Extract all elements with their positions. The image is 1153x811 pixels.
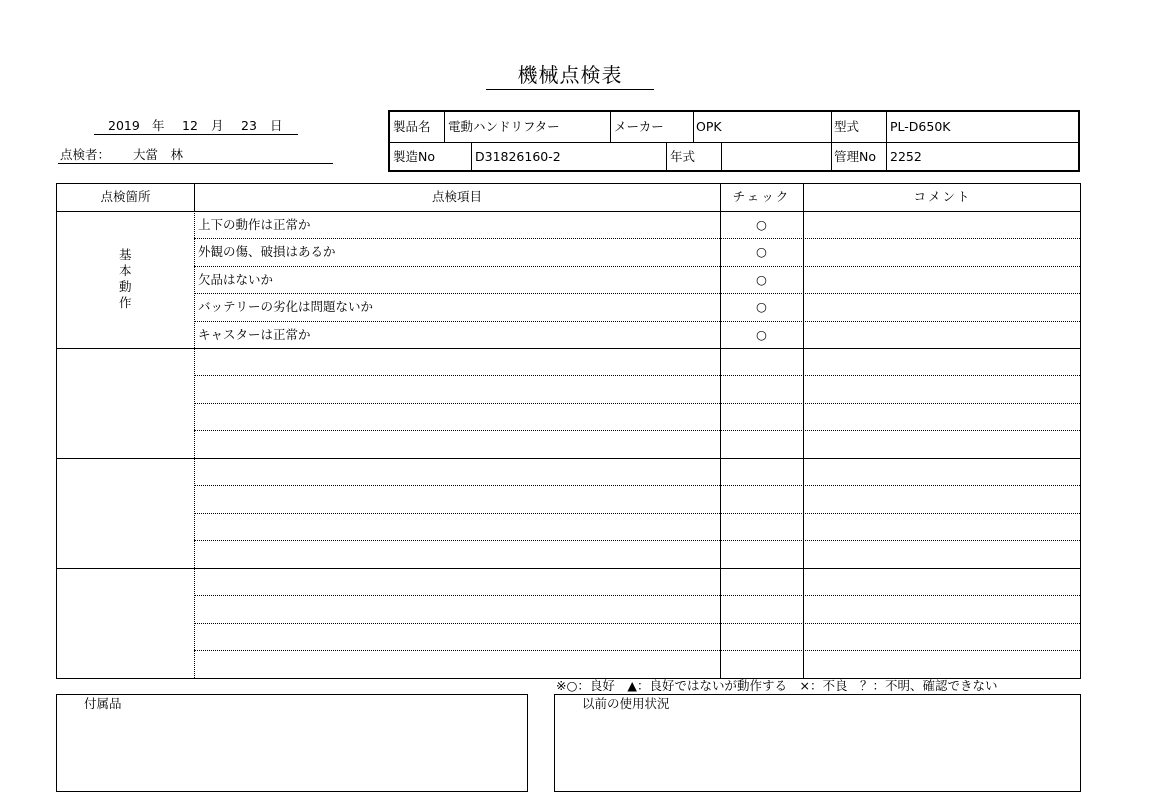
check-mark: ○ [756,299,767,314]
inspection-item: バッテリーの劣化は問題ないか [198,299,374,314]
mgmt-value: 2252 [890,149,922,164]
inspection-item: 上下の動作は正常か [198,217,311,232]
date-month: 12 [182,118,198,133]
location-char: 動 [119,279,132,294]
location-char: 基 [119,247,132,262]
maker-value: OPK [696,119,722,134]
product-name-value: 電動ハンドリフター [448,119,560,134]
check-legend: ※○：良好 ▲：良好ではないが動作する ×：不良 ？：不明、確認できない [556,678,998,693]
model-value: PL-D650K [890,119,951,134]
year-label: 年式 [670,149,696,164]
inspection-item: 外観の傷、破損はあるか [198,244,336,259]
accessories-box [56,694,528,792]
check-mark: ○ [756,244,767,259]
date-month-unit: 月 [211,118,224,133]
location-char: 作 [119,295,132,310]
inspection-table [56,183,1081,679]
check-mark: ○ [756,327,767,342]
product-info-box [388,110,1080,172]
inspection-date [94,118,298,135]
header-location: 点検箇所 [100,189,151,204]
inspector-line [58,147,333,164]
prior-usage-box [554,694,1081,792]
header-item: 点検項目 [431,189,482,204]
date-day: 23 [241,118,257,133]
header-comment: コメント [913,189,972,204]
mgmt-label: 管理No [834,149,876,164]
page-title: 機械点検表 [486,62,654,90]
maker-label: メーカー [614,119,664,134]
date-year-unit: 年 [152,118,165,133]
inspector-name: 大當 林 [133,147,184,162]
product-name-label: 製品名 [393,119,431,134]
inspection-item: キャスターは正常か [198,327,311,342]
location-char: 本 [119,263,132,278]
header-check: チェック [732,189,791,204]
serial-value: D31826160-2 [475,149,561,164]
inspector-label: 点検者： [60,147,111,162]
model-label: 型式 [834,119,860,134]
prior-usage-label: 以前の使用状況 [582,696,670,711]
date-year: 2019 [108,118,140,133]
accessories-label: 付属品 [84,696,122,711]
check-mark: ○ [756,217,767,232]
inspection-item: 欠品はないか [198,272,274,287]
date-day-unit: 日 [270,118,283,133]
check-mark: ○ [756,272,767,287]
serial-label: 製造No [393,149,435,164]
